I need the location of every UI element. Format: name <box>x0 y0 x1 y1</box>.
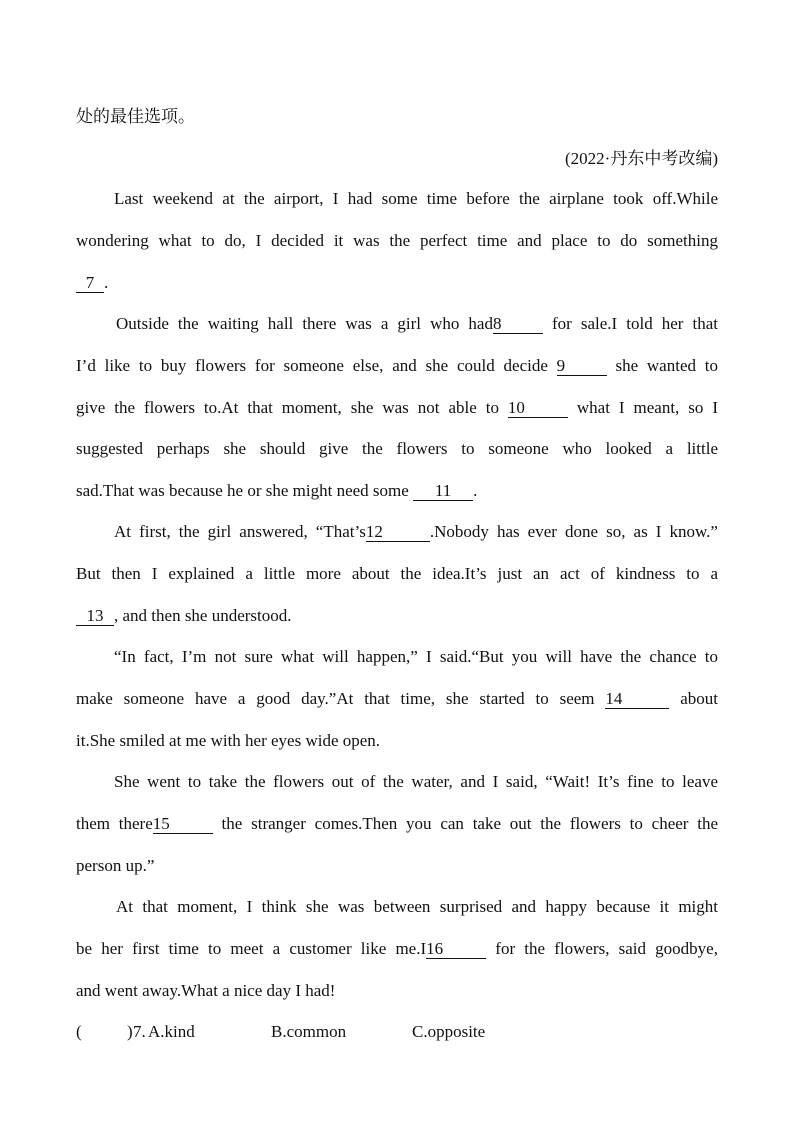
passage-line: and went away.What a nice day I had! <box>76 981 336 1000</box>
instruction-text: 处的最佳选项。 <box>76 107 195 127</box>
passage-text: .Nobody has ever done so, as I know.” <box>429 522 718 541</box>
passage-line: “In fact, I’m not sure what will happen,” I said.“But you will have the chance to <box>114 647 718 666</box>
passage-text: , and then she understood. <box>114 606 292 625</box>
source-citation: (2022·丹东中考改编) <box>565 149 718 168</box>
passage-line <box>76 605 718 627</box>
passage-text: give the flowers to.At that moment, she was not able to <box>76 398 508 417</box>
answer-paren-close: ) <box>127 1022 133 1041</box>
passage-text: be her first time to meet a customer like me.I <box>76 939 427 958</box>
blank-13[interactable]: 13 <box>76 607 114 626</box>
passage-text: . <box>104 273 109 292</box>
passage-line <box>116 313 718 335</box>
passage-line: wondering what to do, I decided it was the perfect time and place to do something <box>76 231 718 250</box>
blank-14[interactable]: 14 <box>605 690 669 709</box>
option-c[interactable]: C.opposite <box>412 1022 486 1041</box>
option-b[interactable]: B.common <box>271 1022 347 1041</box>
passage-line: suggested perhaps she should give the flowers to someone who looked a little <box>76 439 718 458</box>
blank-16[interactable]: 16 <box>426 940 486 959</box>
passage-text: . <box>473 481 478 500</box>
passage-line: She went to take the flowers out of the water, and I said, “Wait! It’s fine to leave <box>114 772 718 791</box>
blank-15[interactable]: 15 <box>153 815 213 834</box>
passage-text: for the flowers, said goodbye, <box>486 939 718 958</box>
passage-text: Outside the waiting hall there was a girl who had <box>116 314 493 333</box>
passage-line <box>76 272 718 294</box>
passage-line: But then I explained a little more about the idea.It’s just an act of kindness to a <box>76 564 718 583</box>
passage-line <box>76 813 718 835</box>
question-number: 7. <box>133 1022 146 1041</box>
passage-line: At that moment, I think she was between surprised and happy because it might <box>116 897 718 916</box>
passage-text: the stranger comes.Then you can take out the flowers to cheer the <box>212 814 718 833</box>
passage-text: what I meant, so I <box>567 398 718 417</box>
passage-text: about <box>669 689 718 708</box>
passage-text: she wanted to <box>606 356 718 375</box>
answer-paren-open: ( <box>76 1022 82 1041</box>
blank-11[interactable]: 11 <box>413 482 473 501</box>
passage-line <box>114 521 718 543</box>
blank-10[interactable]: 10 <box>508 399 568 418</box>
passage-line <box>76 938 718 960</box>
passage-line <box>76 480 718 502</box>
passage-text: for sale.I told her that <box>542 314 718 333</box>
passage-line <box>76 355 718 377</box>
blank-12[interactable]: 12 <box>366 523 430 542</box>
blank-9[interactable]: 9 <box>557 357 607 376</box>
blank-8[interactable]: 8 <box>493 315 543 334</box>
passage-line <box>76 688 718 710</box>
passage-line <box>76 397 718 419</box>
passage-line: person up.” <box>76 856 155 875</box>
passage-text: make someone have a good day.”At that time, she started to seem <box>76 689 606 708</box>
passage-text: sad.That was because he or she might need some <box>76 481 414 500</box>
passage-line: it.She smiled at me with her eyes wide open. <box>76 731 381 750</box>
passage-text: At first, the girl answered, “That’s <box>114 522 366 541</box>
passage-line: Last weekend at the airport, I had some time before the airplane took off.While <box>114 189 718 208</box>
passage-text: them there <box>76 814 153 833</box>
blank-7[interactable]: 7 <box>76 274 104 293</box>
passage-text: I’d like to buy flowers for someone else, and she could decide <box>76 356 557 375</box>
option-a[interactable]: A.kind <box>148 1022 195 1041</box>
